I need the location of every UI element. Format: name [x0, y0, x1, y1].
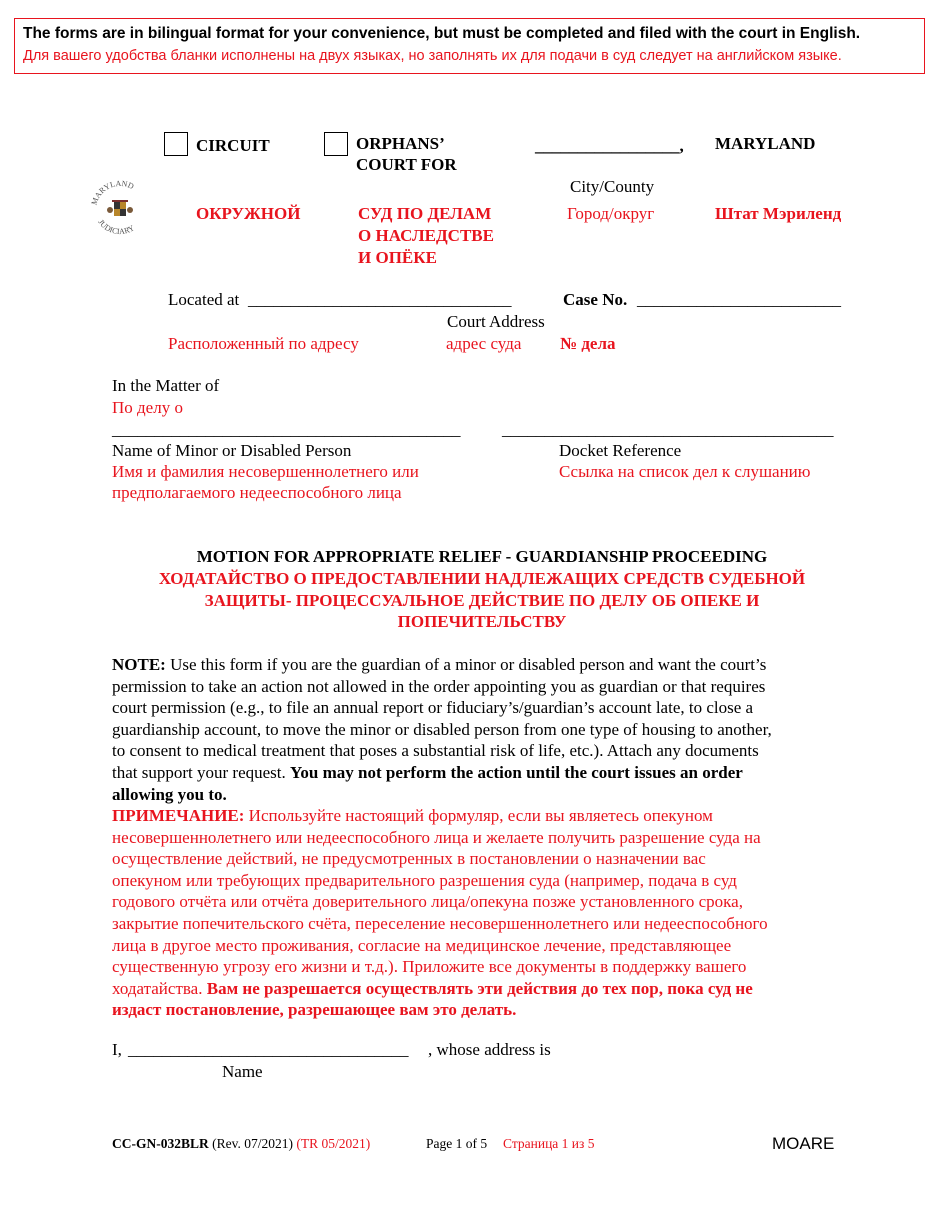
orphans-court-checkbox[interactable] [324, 132, 348, 156]
in-matter-label-en: In the Matter of [112, 376, 220, 395]
note-warning-en: You may not perform the action until the court issues an order [290, 762, 743, 782]
applicant-name-caption: Name [222, 1062, 263, 1081]
case-number-field[interactable]: ________________________ [637, 290, 841, 309]
orphans-label-ru-3: И ОПЁКЕ [358, 248, 437, 267]
state-label-ru: Штат Мэриленд [715, 204, 842, 223]
note-label-en: NOTE: [112, 655, 166, 674]
svg-text:JUDICIARY [96, 218, 136, 236]
note-label-ru: ПРИМЕЧАНИЕ: [112, 806, 245, 825]
circuit-label-ru: ОКРУЖНОЙ [196, 204, 301, 223]
orphans-label-en-1: ORPHANS’ [356, 134, 445, 153]
form-title-en: MOTION FOR APPROPRIATE RELIEF - GUARDIANSHIP PROCEEDING [196, 547, 768, 566]
minor-name-field[interactable]: _________________________________________ [112, 420, 461, 439]
in-matter-label-ru: По делу о [112, 398, 183, 417]
applicant-name-field[interactable]: _________________________________ [128, 1040, 409, 1059]
bilingual-notice-box [14, 18, 925, 74]
svg-text:MARYLAND [90, 179, 136, 206]
footer-form-info [112, 1136, 370, 1152]
note-russian: ПРИМЕЧАНИЕ: Используйте настоящий формуляр, если вы являетесь опекуном несовершеннолетнего или недееспособного лица и желаете получить разрешение суда на осуществление действий, не предусмотренных в постановлении о назначении вас опекуном или требующих предварительного разрешения суда (например, подача в суд годового отчёта или отчёта доверительного лица/опекуна позже установленного срока, закрытие попечительского счёта, переселение несовершеннолетнего или недееспособного лица в другое место проживания, согласие на медицинское лечение, представляющее существенную угрозу его жизни и т.д.). Приложите все документы в поддержку вашего ходатайства. Вам не разрешается осуществлять эти действия до тех пор, пока суд не издаст постановление, разрешающее вам это делать. [112, 806, 768, 1020]
form-title-ru-2: ЗАЩИТЫ- ПРОЦЕССУАЛЬНОЕ ДЕЙСТВИЕ ПО ДЕЛУ ОБ ОПЕКЕ И [204, 591, 760, 610]
page-number-ru: Страница 1 из 5 [503, 1136, 595, 1151]
notice-russian: Для вашего удобства бланки исполнены на двух языках, но заполнять их для подачи в суд следует на английском языке. [23, 48, 842, 64]
circuit-court-checkbox[interactable] [164, 132, 188, 156]
docket-caption-en: Docket Reference [559, 441, 682, 460]
seal-top-text: MARYLAND [89, 178, 136, 207]
maryland-judiciary-seal-icon [88, 176, 152, 240]
city-county-field[interactable]: _________________, [535, 136, 684, 155]
minor-name-caption-ru-2: предполагаемого недееспособного лица [112, 483, 402, 502]
notice-english: The forms are in bilingual format for your convenience, but must be completed and filed with the court in English. [23, 25, 861, 42]
moare-label: MOARE [772, 1134, 835, 1153]
statement-address-text: , whose address is [428, 1040, 551, 1059]
orphans-label-ru-2: О НАСЛЕДСТВЕ [358, 226, 494, 245]
case-no-label-ru: № дела [560, 334, 616, 353]
state-label-en: MARYLAND [715, 134, 816, 153]
statement-i-label: I, [112, 1040, 122, 1059]
page-number-en: Page 1 of 5 [426, 1136, 488, 1151]
docket-caption-ru: Ссылка на список дел к слушанию [559, 462, 811, 481]
case-no-label-en: Case No. [563, 290, 628, 309]
orphans-label-ru-1: СУД ПО ДЕЛАМ [358, 204, 492, 223]
minor-name-caption-ru-1: Имя и фамилия несовершеннолетнего или [112, 462, 419, 481]
docket-reference-field[interactable]: _______________________________________ [502, 420, 834, 439]
located-at-label-en: Located at [168, 290, 240, 309]
form-title-ru-1: ХОДАТАЙСТВО О ПРЕДОСТАВЛЕНИИ НАДЛЕЖАЩИХ СРЕДСТВ СУДЕБНОЙ [158, 569, 806, 588]
court-address-caption-en: Court Address [447, 312, 545, 331]
located-at-label-ru: Расположенный по адресу [168, 334, 359, 353]
form-translation-revision: (TR 05/2021) [293, 1136, 371, 1151]
form-title-ru-3: ПОПЕЧИТЕЛЬСТВУ [397, 612, 567, 631]
note-english: NOTE: Use this form if you are the guardian of a minor or disabled person and want the court’s permission to take an action not allowed in the order appointing you as guardian or that requires court permission (e.g., to file an annual report or fiduciary’s/guardian’s account late, to close a guardianship account, to move the minor or disabled person from one type of housing to another, to consent to medical treatment that poses a substantial risk of life, etc.). Attach any documents that support your request. You may not perform the action until the court issues an order allowing you to. [112, 655, 772, 804]
court-address-field[interactable]: _______________________________ [248, 290, 512, 309]
form-revision: (Rev. 07/2021) [208, 1136, 293, 1151]
note-warning-ru: Вам не разрешается осуществлять эти действия до тех пор, пока суд не [206, 978, 753, 998]
circuit-label-en: CIRCUIT [196, 136, 270, 155]
city-county-caption-en: City/County [570, 177, 655, 196]
form-id: CC-GN-032BLR [112, 1136, 209, 1151]
minor-name-caption-en: Name of Minor or Disabled Person [112, 441, 352, 460]
city-county-caption-ru: Город/округ [567, 204, 655, 223]
orphans-label-en-2: COURT FOR [356, 155, 457, 174]
court-address-caption-ru: адрес суда [446, 334, 522, 353]
seal-bottom-text: JUDICIARY [96, 217, 136, 237]
